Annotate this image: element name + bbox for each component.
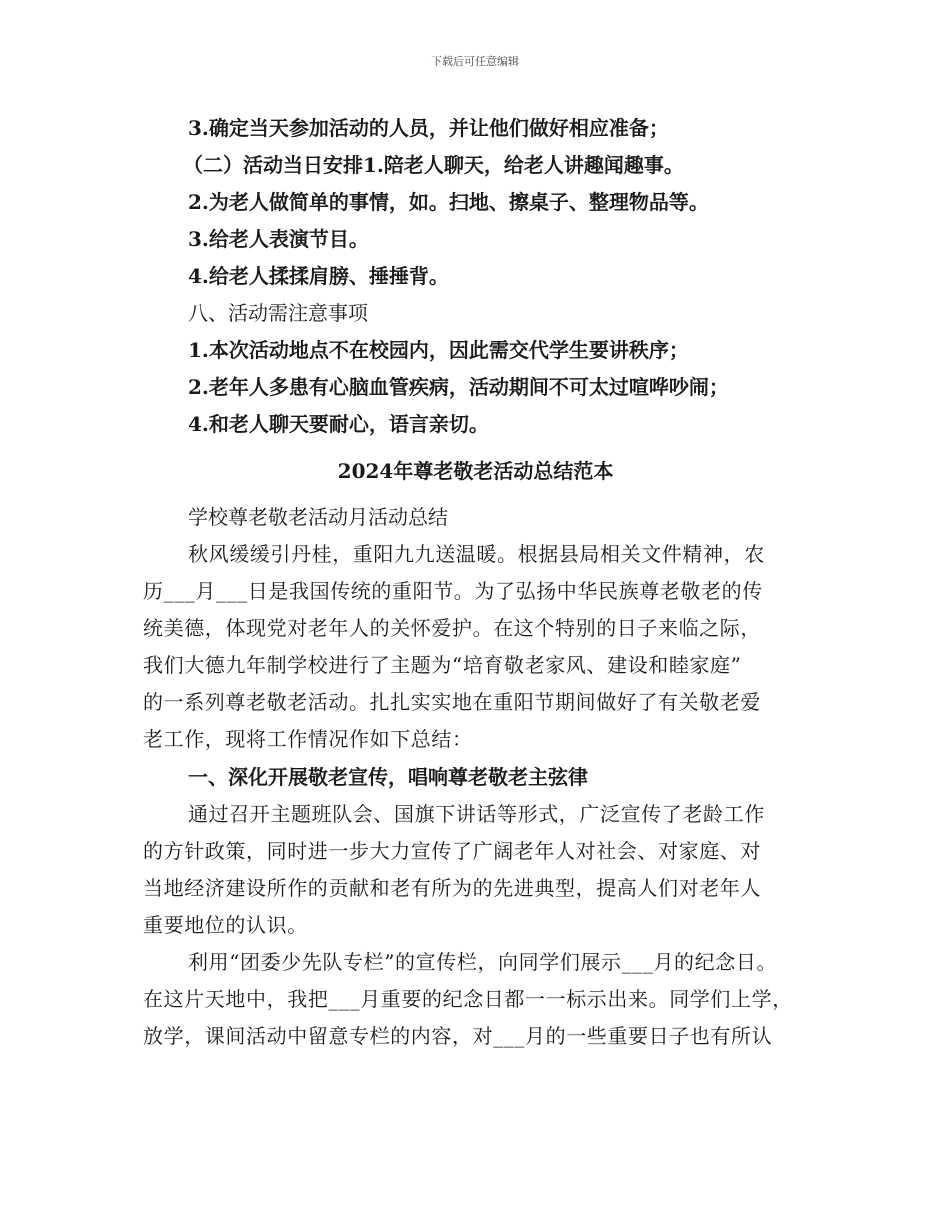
paragraph-line: 当地经济建设所作的贡献和老有所为的先进典型，提高人们对老年人: [143, 876, 761, 900]
document-title: 2024年尊老敬老活动总结范本: [337, 459, 614, 483]
paragraph-line: 的一系列尊老敬老活动。扎扎实实地在重阳节期间做好了有关敬老爱: [143, 690, 761, 714]
paragraph-line: 重要地位的认识。: [143, 913, 308, 937]
section1-paragraph-2: [143, 944, 808, 1055]
paragraph-line: 我们大德九年制学校进行了主题为“培育敬老家风、建设和睦家庭”: [143, 653, 742, 677]
list-item: 1.本次活动地点不在校园内，因此需交代学生要讲秩序；: [188, 338, 689, 362]
intro-paragraph: [143, 536, 808, 758]
page-header-note: 下载后可任意编辑: [431, 55, 519, 68]
list-item: 3.确定当天参加活动的人员，并让他们做好相应准备；: [188, 116, 669, 140]
list-item: 2.为老人做简单的事情，如。扫地、擦桌子、整理物品等。: [188, 190, 709, 214]
paragraph-line: 老工作，现将工作情况作如下总结：: [143, 727, 473, 751]
document-subtitle: 学校尊老敬老活动月活动总结: [188, 505, 448, 529]
list-item: 3.给老人表演节目。: [188, 227, 369, 251]
paragraph-line: 统美德，体现党对老年人的关怀爱护。在这个特别的日子来临之际，: [143, 616, 761, 640]
paragraph-line: 历___月___日是我国传统的重阳节。为了弘扬中华民族尊老敬老的传: [143, 579, 763, 603]
section1-paragraph-1: [143, 796, 808, 944]
paragraph-line: 放学，课间活动中留意专栏的内容，对___月的一些重要日子也有所认: [143, 1024, 773, 1048]
section-heading-1: 一、深化开展敬老宣传，唱响尊老敬老主弦律: [188, 765, 588, 789]
list-item: （二）活动当日安排1.陪老人聊天，给老人讲趣闻趣事。: [183, 153, 684, 177]
list-item: 4.给老人揉揉肩膀、捶捶背。: [188, 264, 449, 288]
paragraph-line: 在这片天地中，我把___月重要的纪念日都一一标示出来。同学们上学，: [143, 987, 793, 1011]
list-item: 4.和老人聊天要耐心，语言亲切。: [188, 412, 489, 436]
document-page: [143, 110, 808, 1055]
list-item: 2.老年人多患有心脑血管疾病，活动期间不可太过喧哗吵闹；: [188, 375, 729, 399]
paragraph-line: 的方针政策，同时进一步大力宣传了广阔老年人对社会、对家庭、对: [143, 839, 761, 863]
paragraph-line: 秋风缓缓引丹桂，重阳九九送温暖。根据县局相关文件精神，农: [188, 542, 765, 566]
paragraph-line: 利用“团委少先队专栏”的宣传栏，向同学们展示___月的纪念日。: [188, 950, 778, 974]
section-heading-8: 八、活动需注意事项: [188, 301, 368, 325]
paragraph-line: 通过召开主题班队会、国旗下讲话等形式，广泛宣传了老龄工作: [188, 802, 765, 826]
